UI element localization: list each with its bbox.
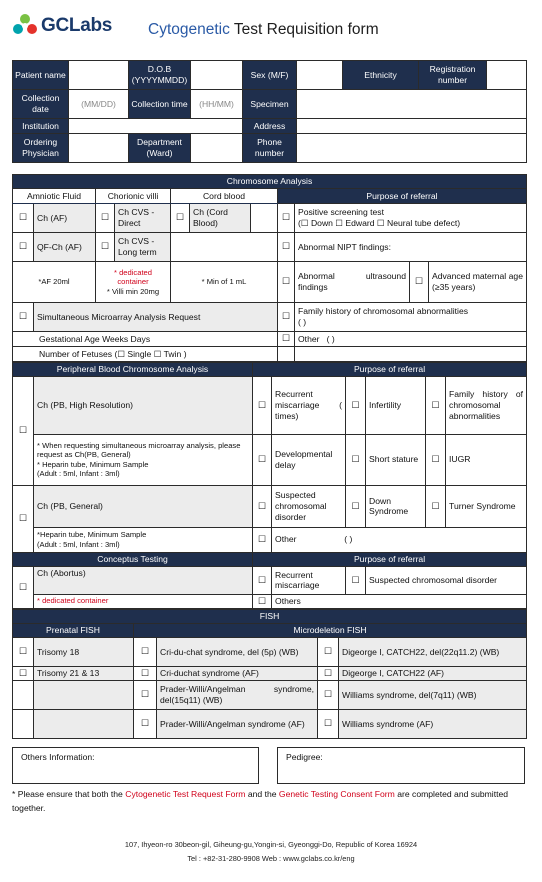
ordering-physician-label: Ordering Physician (13, 134, 69, 163)
conceptus-suspected-label: Suspected chromosomal disorder (366, 566, 527, 594)
sex-label: Sex (M/F) (243, 61, 297, 90)
cri-wb-label: Cri-du-chat syndrome, del (5p) (WB) (157, 638, 318, 667)
abortus-dedicated-note: * dedicated container (34, 594, 253, 608)
pb-purpose-header: Purpose of referral (253, 363, 527, 377)
fish-empty-2 (34, 710, 134, 739)
fish-table (12, 609, 527, 739)
dedicated-container-note: * dedicated container (114, 267, 152, 287)
ch-af-checkbox[interactable]: ☐ (13, 204, 34, 233)
positive-screening-cell (295, 204, 527, 233)
recurrent-label: Recurrent miscarriage ( times) (272, 376, 346, 434)
pb-other-cell (272, 527, 527, 552)
ch-cvs-direct-label: Ch CVS - Direct (115, 204, 171, 233)
iugr-checkbox[interactable]: ☐ (426, 434, 446, 485)
ch-pb-gen-checkbox[interactable]: ☐ (13, 485, 34, 552)
cri-af-checkbox[interactable]: ☐ (134, 667, 157, 681)
developmental-label: Developmental delay (272, 434, 346, 485)
suspected-label: Suspected chromosomal disorder (272, 485, 346, 527)
specimen-field[interactable] (297, 90, 527, 119)
phone-label: Phone number (243, 134, 297, 163)
conceptus-others-checkbox[interactable]: ☐ (253, 594, 272, 608)
maternal-age-label: Advanced maternal age (≥35 years) (429, 262, 527, 303)
villi-min-note: * Villi min 20mg (106, 286, 160, 296)
williams-af-checkbox[interactable]: ☐ (318, 710, 339, 739)
williams-wb-label: Williams syndrome, del(7q11) (WB) (339, 681, 527, 710)
turner-checkbox[interactable]: ☐ (426, 485, 446, 527)
developmental-checkbox[interactable]: ☐ (253, 434, 272, 485)
submission-note (12, 788, 528, 816)
ultrasound-label: Abnormal ultrasound findings (295, 262, 410, 303)
short-stature-label: Short stature (366, 434, 426, 485)
department-label: Department (Ward) (129, 134, 191, 163)
address-label: Address (243, 119, 297, 134)
qf-ch-label: QF-Ch (AF) (34, 233, 96, 262)
conceptus-testing-table (12, 552, 527, 609)
department-field[interactable] (191, 134, 243, 163)
registration-field[interactable] (487, 61, 527, 90)
fetuses-field[interactable]: Number of Fetuses (☐ Single ☐ Twin ) (13, 347, 278, 362)
conceptus-recurrent-checkbox[interactable]: ☐ (253, 566, 272, 594)
ch-abortus-label: Ch (Abortus) (34, 566, 253, 594)
pedigree-label: Pedigree: (286, 752, 323, 762)
microarray-checkbox[interactable]: ☐ (13, 303, 34, 332)
chrom-empty-last (295, 347, 527, 362)
af-20ml-note: *AF 20ml (13, 262, 96, 303)
dob-field[interactable] (191, 61, 243, 90)
min-1ml-note: * Min of 1 mL (171, 262, 278, 303)
title-highlight: Cytogenetic (148, 21, 230, 38)
digeorge-wb-checkbox[interactable]: ☐ (318, 638, 339, 667)
collection-date-label: Collection date (13, 90, 69, 119)
ch-cvs-long-checkbox[interactable]: ☐ (96, 233, 115, 262)
ch-cvs-long-label: Ch CVS - Long term (115, 233, 171, 262)
family-history-paren: ( ) (298, 317, 307, 327)
pb-sample-note: (Adult : 5ml, Infant : 3ml) (37, 469, 120, 479)
digeorge-af-label: Digeorge I, CATCH22 (AF) (339, 667, 527, 681)
cri-wb-checkbox[interactable]: ☐ (134, 638, 157, 667)
patient-name-field[interactable] (69, 61, 129, 90)
other-cell (295, 332, 527, 347)
pb-other-label: Other (275, 534, 297, 545)
consent-form-link: Genetic Testing Consent Form (278, 789, 395, 799)
peripheral-blood-header: Peripheral Blood Chromosome Analysis (13, 363, 253, 377)
ordering-physician-field[interactable] (69, 134, 129, 163)
note-text-1: * Please ensure that both the (12, 789, 126, 799)
recurrent-checkbox[interactable]: ☐ (253, 376, 272, 434)
pb-heparin-note: * Heparin tube, Minimum Sample (37, 459, 149, 469)
date-placeholder: (MM/DD) (81, 98, 116, 109)
others-information-label: Others Information: (21, 752, 95, 762)
ch-af-label: Ch (AF) (34, 204, 96, 233)
pb-gen-sample-note: (Adult : 5ml, Infant : 3ml) (37, 539, 120, 549)
registration-label: Registration number (419, 61, 487, 90)
chrom-empty-cell-2 (171, 233, 278, 262)
note-text-3: are completed and submitted together. (12, 789, 509, 813)
chrom-empty-cb (278, 347, 295, 362)
collection-time-field[interactable] (191, 90, 243, 119)
logo-text: GCLabs (41, 15, 113, 37)
others-information-field[interactable] (12, 747, 259, 784)
conceptus-purpose-header: Purpose of referral (253, 553, 527, 567)
down-edward-options[interactable]: (☐ Down ☐ Edward ☐ Neural tube defect) (298, 218, 461, 228)
conceptus-others-label: Others (272, 594, 527, 608)
infertility-label: Infertility (366, 376, 426, 434)
gestational-age-field[interactable]: Gestational Age Weeks Days (13, 332, 278, 347)
gclabs-logo (12, 12, 112, 40)
pb-family-label: Family history of chromosomal abnormalities (446, 376, 527, 434)
chrom-empty-cell (251, 204, 278, 233)
dob-label: D.O.B (YYYYMMDD) (129, 61, 191, 90)
pb-other-checkbox[interactable]: ☐ (253, 527, 272, 552)
ch-pb-hr-checkbox[interactable]: ☐ (13, 376, 34, 485)
pb-other-paren: ( ) (344, 534, 353, 545)
cri-af-label: Cri-duchat syndrome (AF) (157, 667, 318, 681)
phone-field[interactable] (297, 134, 527, 163)
trisomy18-label: Trisomy 18 (34, 638, 134, 667)
pw-wb-label: Prader-Willi/Angelman syndrome, del(15q11) (WB) (157, 681, 318, 710)
footer-contact: Tel : +82-31-280-9908 Web : www.gclabs.co.kr/eng (187, 854, 355, 863)
ethnicity-label: Ethnicity (343, 61, 419, 90)
positive-screening-checkbox[interactable]: ☐ (278, 204, 295, 233)
chrom-purpose-header: Purpose of referral (278, 189, 527, 204)
down-syndrome-checkbox[interactable]: ☐ (346, 485, 366, 527)
other-checkbox[interactable]: ☐ (278, 332, 295, 347)
other-label: Other (298, 333, 320, 344)
ultrasound-checkbox[interactable]: ☐ (278, 262, 295, 303)
family-history-checkbox[interactable]: ☐ (278, 303, 295, 332)
nipt-checkbox[interactable]: ☐ (278, 233, 295, 262)
chromosome-analysis-table (12, 174, 527, 362)
logo-mark-icon (12, 13, 38, 39)
maternal-age-checkbox[interactable]: ☐ (410, 262, 429, 303)
conceptus-suspected-checkbox[interactable]: ☐ (346, 566, 366, 594)
fish-header: FISH (13, 610, 527, 624)
title-rest: Test Requisition form (229, 21, 379, 38)
nipt-label: Abnormal NIPT findings: (295, 233, 527, 262)
ch-pb-hr-label: Ch (PB, High Resolution) (34, 376, 253, 434)
positive-screening-label: Positive screening test (298, 207, 384, 218)
time-placeholder: (HH/MM) (199, 98, 234, 109)
ch-cvs-direct-checkbox[interactable]: ☐ (96, 204, 115, 233)
cytogenetic-form-link: Cytogenetic Test Request Form (125, 789, 246, 799)
family-history-cell (295, 303, 527, 332)
fish-empty-1 (34, 681, 134, 710)
down-syndrome-label: Down Syndrome (366, 485, 426, 527)
amniotic-fluid-header: Amniotic Fluid (13, 189, 96, 204)
fish-empty-cb-2 (13, 710, 34, 739)
specimen-label: Specimen (243, 90, 297, 119)
ch-abortus-checkbox[interactable]: ☐ (13, 566, 34, 608)
pb-microarray-note: * When requesting simultaneous microarray analysis, please request as Ch(PB, General) (37, 440, 241, 460)
institution-field[interactable] (69, 119, 243, 134)
other-paren: ( ) (326, 333, 335, 344)
pb-hr-note-cell (34, 434, 253, 485)
digeorge-wb-label: Digeorge I, CATCH22, del(22q11.2) (WB) (339, 638, 527, 667)
trisomy18-checkbox[interactable]: ☐ (13, 638, 34, 667)
sex-field[interactable] (297, 61, 343, 90)
chromosome-analysis-header: Chromosome Analysis (13, 175, 527, 189)
family-history-label: Family history of chromosomal abnormalities (298, 306, 469, 317)
page-title (148, 20, 379, 39)
institution-label: Institution (13, 119, 69, 134)
short-stature-checkbox[interactable]: ☐ (346, 434, 366, 485)
pw-wb-checkbox[interactable]: ☐ (134, 681, 157, 710)
ch-cord-checkbox[interactable]: ☐ (171, 204, 190, 233)
ch-cord-label: Ch (Cord Blood) (190, 204, 251, 233)
pb-gen-note-cell (34, 527, 253, 552)
trisomy2113-label: Trisomy 21 & 13 (34, 667, 134, 681)
patient-name-label: Patient name (13, 61, 69, 90)
microdeletion-fish-header: Microdeletion FISH (134, 624, 527, 638)
pb-gen-heparin-note: *Heparin tube, Minimum Sample (37, 530, 147, 540)
address-field[interactable] (297, 119, 527, 134)
collection-time-label: Collection time (129, 90, 191, 119)
cord-blood-header: Cord blood (171, 189, 278, 204)
conceptus-recurrent-label: Recurrent miscarriage (272, 566, 346, 594)
pw-af-label: Prader-Willi/Angelman syndrome (AF) (157, 710, 318, 739)
digeorge-af-checkbox[interactable]: ☐ (318, 667, 339, 681)
villi-note-cell (96, 262, 171, 303)
infertility-checkbox[interactable]: ☐ (346, 376, 366, 434)
trisomy2113-checkbox[interactable]: ☐ (13, 667, 34, 681)
williams-af-label: Williams syndrome (AF) (339, 710, 527, 739)
turner-label: Turner Syndrome (446, 485, 527, 527)
peripheral-blood-table (12, 362, 527, 553)
ch-pb-gen-label: Ch (PB, General) (34, 485, 253, 527)
footer-address: 107, Ihyeon-ro 30beon-gil, Giheung-gu,Yongin-si, Gyeonggi-Do, Republic of Korea 16924 (124, 840, 418, 849)
fish-empty-cb-1 (13, 681, 34, 710)
patient-info-table (12, 60, 527, 163)
pedigree-field[interactable] (277, 747, 525, 784)
suspected-checkbox[interactable]: ☐ (253, 485, 272, 527)
conceptus-header: Conceptus Testing (13, 553, 253, 567)
collection-date-field[interactable] (69, 90, 129, 119)
microarray-label: Simultaneous Microarray Analysis Request (34, 303, 278, 332)
prenatal-fish-header: Prenatal FISH (13, 624, 134, 638)
pb-family-checkbox[interactable]: ☐ (426, 376, 446, 434)
iugr-label: IUGR (446, 434, 527, 485)
williams-wb-checkbox[interactable]: ☐ (318, 681, 339, 710)
pw-af-checkbox[interactable]: ☐ (134, 710, 157, 739)
qf-ch-checkbox[interactable]: ☐ (13, 233, 34, 262)
note-text-2: and the (245, 789, 279, 799)
chorionic-villi-header: Chorionic villi (96, 189, 171, 204)
